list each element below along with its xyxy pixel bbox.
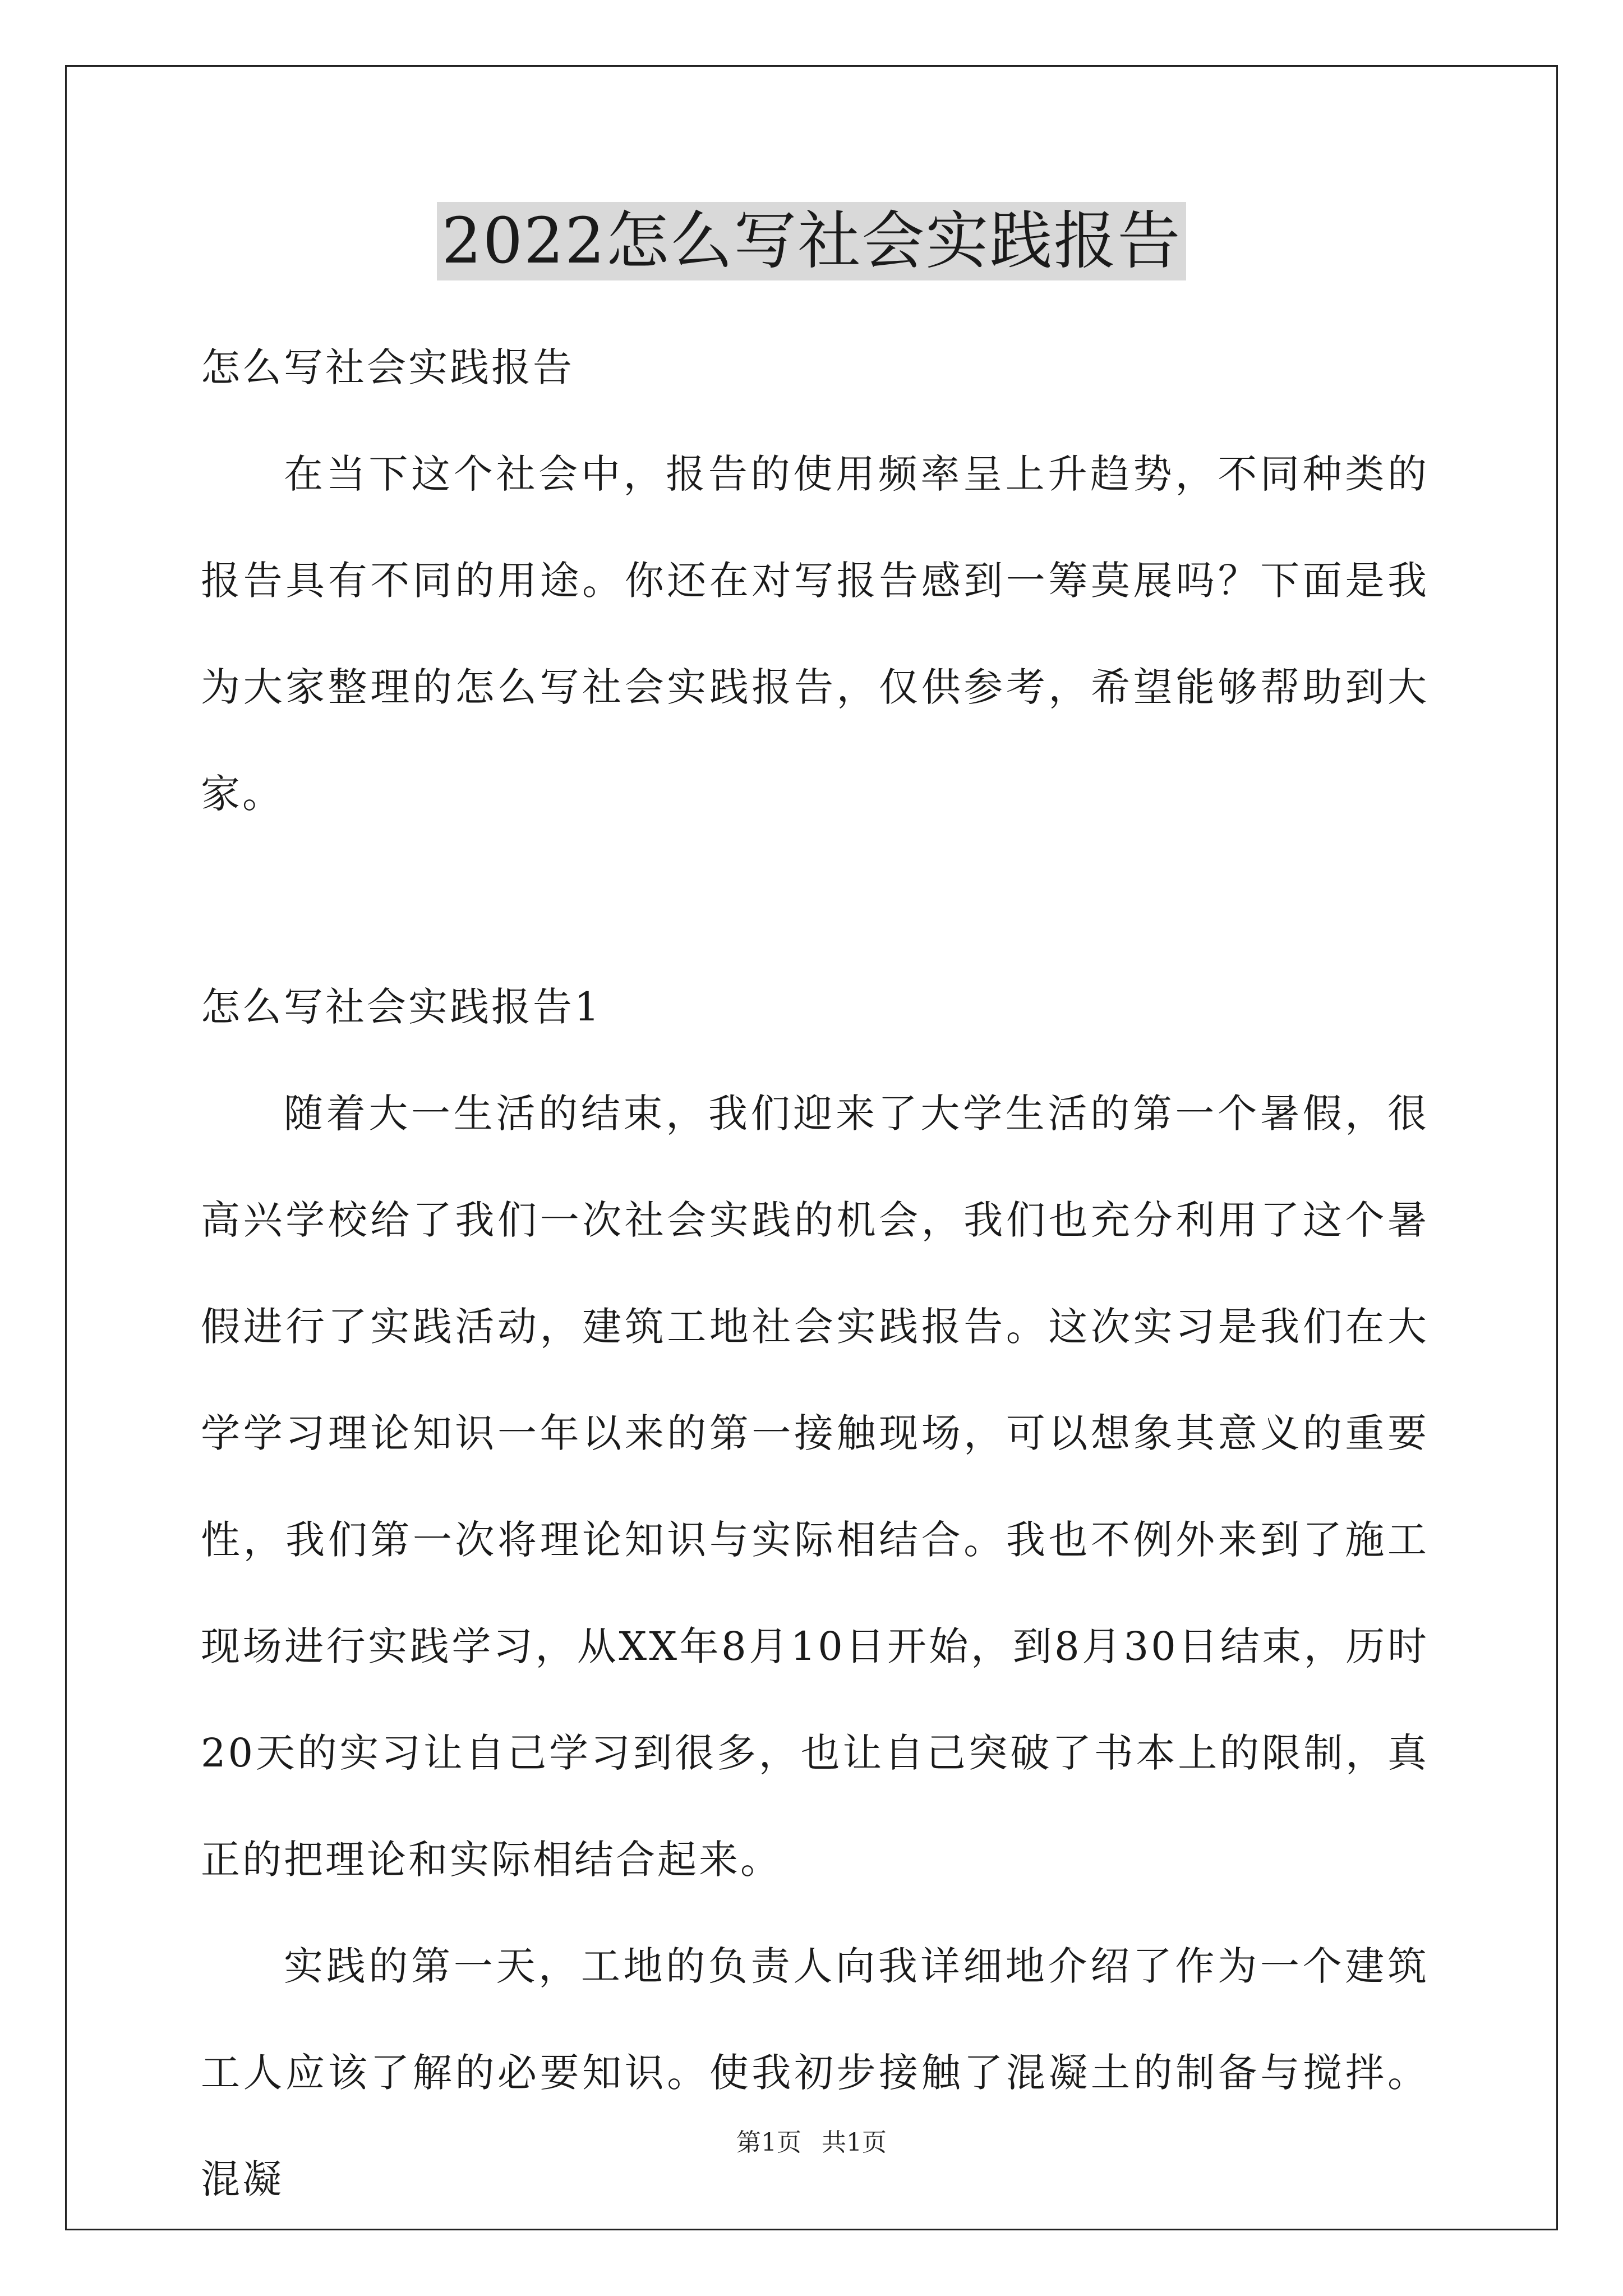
intro-paragraph: 在当下这个社会中，报告的使用频率呈上升趋势，不同种类的报告具有不同的用途。你还在对写报告感到一筹莫展吗？下面是我为大家整理的怎么写社会实践报告，仅供参考，希望能够帮助到大家。 bbox=[201, 451, 1429, 817]
document-body bbox=[201, 314, 1429, 2233]
body-paragraph-2: 实践的第一天，工地的负责人向我详细地介绍了作为一个建筑工人应该了解的必要知识。使我初步接触了混凝土的制备与搅拌。混凝 bbox=[201, 1943, 1429, 2202]
document-title: 2022怎么写社会实践报告 bbox=[437, 202, 1186, 280]
section-heading: 怎么写社会实践报告1 bbox=[201, 984, 602, 1030]
title-container bbox=[0, 202, 1623, 280]
page-number: 第1页 bbox=[736, 2128, 801, 2157]
document-subtitle: 怎么写社会实践报告 bbox=[201, 344, 574, 390]
paragraph-gap bbox=[201, 847, 1429, 954]
page-total: 共1页 bbox=[822, 2128, 887, 2157]
body-paragraph-1: 随着大一生活的结束，我们迎来了大学生活的第一个暑假，很高兴学校给了我们一次社会实践的机会，我们也充分利用了这个暑假进行了实践活动，建筑工地社会实践报告。这次实习是我们在大学学习理论知识一年以来的第一接触现场，可以想象其意义的重要性，我们第一次将理论知识与实际相结合。我也不例外来到了施工现场进行实践学习，从XX年8月10日开始，到8月30日结束，历时20天的实习让自己学习到很多，也让自己突破了书本上的限制，真正的把理论和实际相结合起来。 bbox=[201, 1091, 1429, 1883]
page-footer bbox=[0, 2126, 1623, 2160]
